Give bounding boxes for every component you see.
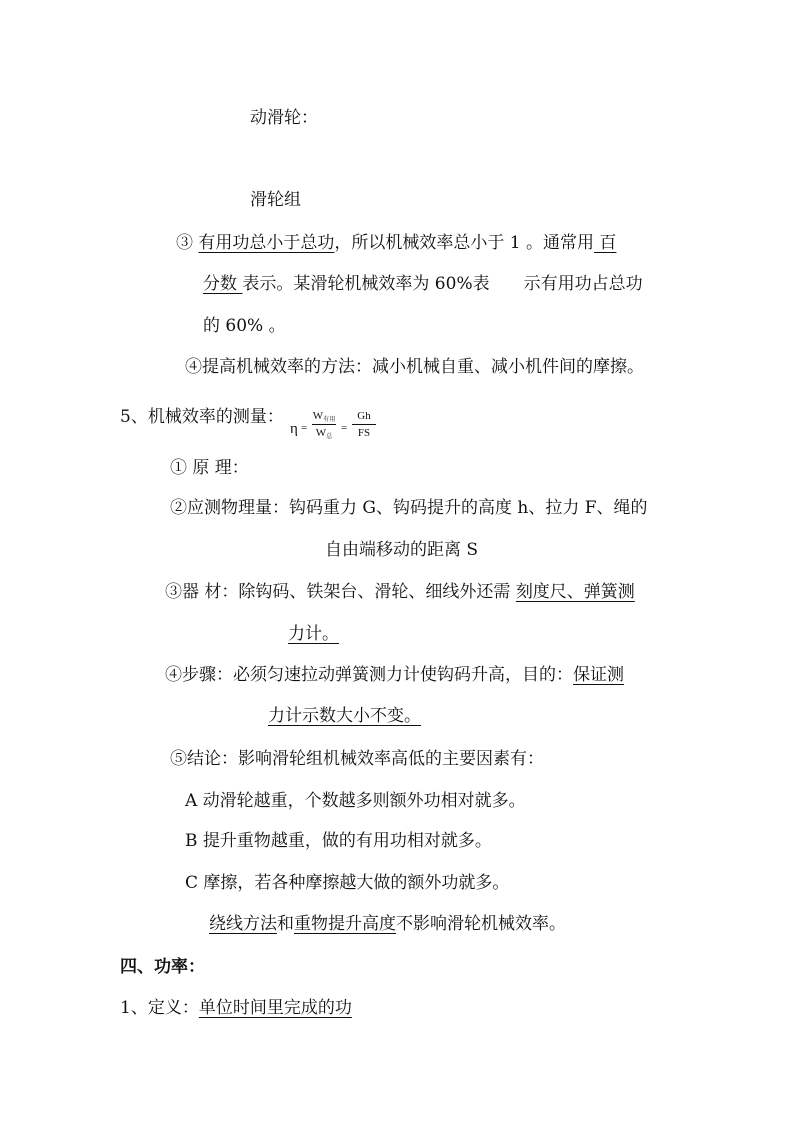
section-5-measurement: 5、机械效率的测量：	[120, 407, 284, 427]
pulley-block-heading: 滑轮组	[250, 190, 301, 210]
definition-label: 1、定义：	[120, 998, 199, 1018]
efficiency-example-text: 表示。某滑轮机械效率为 60%表 示有用功占总功	[242, 274, 643, 294]
equipment-answer-part1: 刻度尺、弹簧测	[515, 582, 635, 602]
formula-equals-2: =	[341, 422, 348, 434]
point-4-steps-continued	[268, 704, 421, 728]
point-5-conclusion: ⑤结论：影响滑轮组机械效率高低的主要因素有：	[170, 749, 544, 769]
equipment-text: ③器 材：除钩码、铁架台、滑轮、细线外还需	[165, 582, 516, 602]
winding-method: 绕线方法	[209, 914, 277, 934]
steps-text: ④步骤：必须匀速拉动弹簧测力计使钩码升高，目的：	[165, 665, 573, 685]
formula-num2: Gh	[357, 410, 371, 422]
point-3-equipment	[165, 580, 635, 604]
efficiency-formula	[290, 409, 400, 445]
point-3-end: 的 60% 。	[203, 316, 286, 336]
percentage-answer-part1: 百	[594, 233, 617, 253]
section-4-power-heading: 四、功率：	[120, 957, 205, 977]
point-3-text: ，所以机械效率总小于 1 。通常用	[334, 233, 595, 253]
point-3-continued	[203, 272, 643, 296]
formula-num1: W	[312, 410, 324, 422]
conclusion-item-a: A 动滑轮越重，个数越多则额外功相对就多。	[185, 791, 526, 811]
point-2-continued: 自由端移动的距离 S	[325, 540, 479, 560]
and-text: 和	[277, 914, 294, 934]
formula-den1-sub: 总	[326, 434, 333, 440]
no-effect-text: 不影响滑轮机械效率。	[396, 914, 566, 934]
conclusion-note	[209, 912, 566, 936]
formula-fraction-gh-fs	[352, 409, 376, 440]
definition-answer: 单位时间里完成的功	[198, 998, 352, 1018]
point-3-marker: ③	[176, 233, 199, 253]
power-definition	[120, 996, 352, 1020]
percentage-answer-part2: 分数	[203, 274, 243, 294]
formula-fraction-work	[312, 409, 336, 440]
point-2-quantities: ②应测物理量：钩码重力 G、钩码提升的高度 h、拉力 F、绳的	[170, 498, 648, 518]
formula-eta: η	[290, 421, 298, 437]
movable-pulley-heading: 动滑轮：	[250, 108, 318, 128]
point-4-improve-efficiency: ④提高机械效率的方法：减小机械自重、减小机件间的摩擦。	[185, 357, 644, 377]
point-4-steps	[165, 663, 624, 687]
steps-answer-part2: 力计示数大小不变。	[268, 706, 421, 726]
point-1-principle: ① 原 理：	[170, 458, 249, 478]
equipment-answer-part2: 力计。	[288, 624, 339, 644]
lift-height: 重物提升高度	[294, 914, 396, 934]
useful-work-answer: 有用功总小于总功	[198, 233, 335, 253]
conclusion-item-c: C 摩擦，若各种摩擦越大做的额外功就多。	[185, 873, 510, 893]
steps-answer-part1: 保证测	[573, 665, 624, 685]
formula-den2: FS	[357, 427, 371, 439]
formula-num1-sub: 有用	[323, 417, 336, 423]
point-3-equipment-continued	[288, 622, 339, 646]
point-3-useful-work	[176, 231, 616, 255]
formula-equals-1: =	[301, 422, 308, 434]
formula-den1: W	[315, 427, 327, 439]
conclusion-item-b: B 提升重物越重，做的有用功相对就多。	[185, 831, 492, 851]
